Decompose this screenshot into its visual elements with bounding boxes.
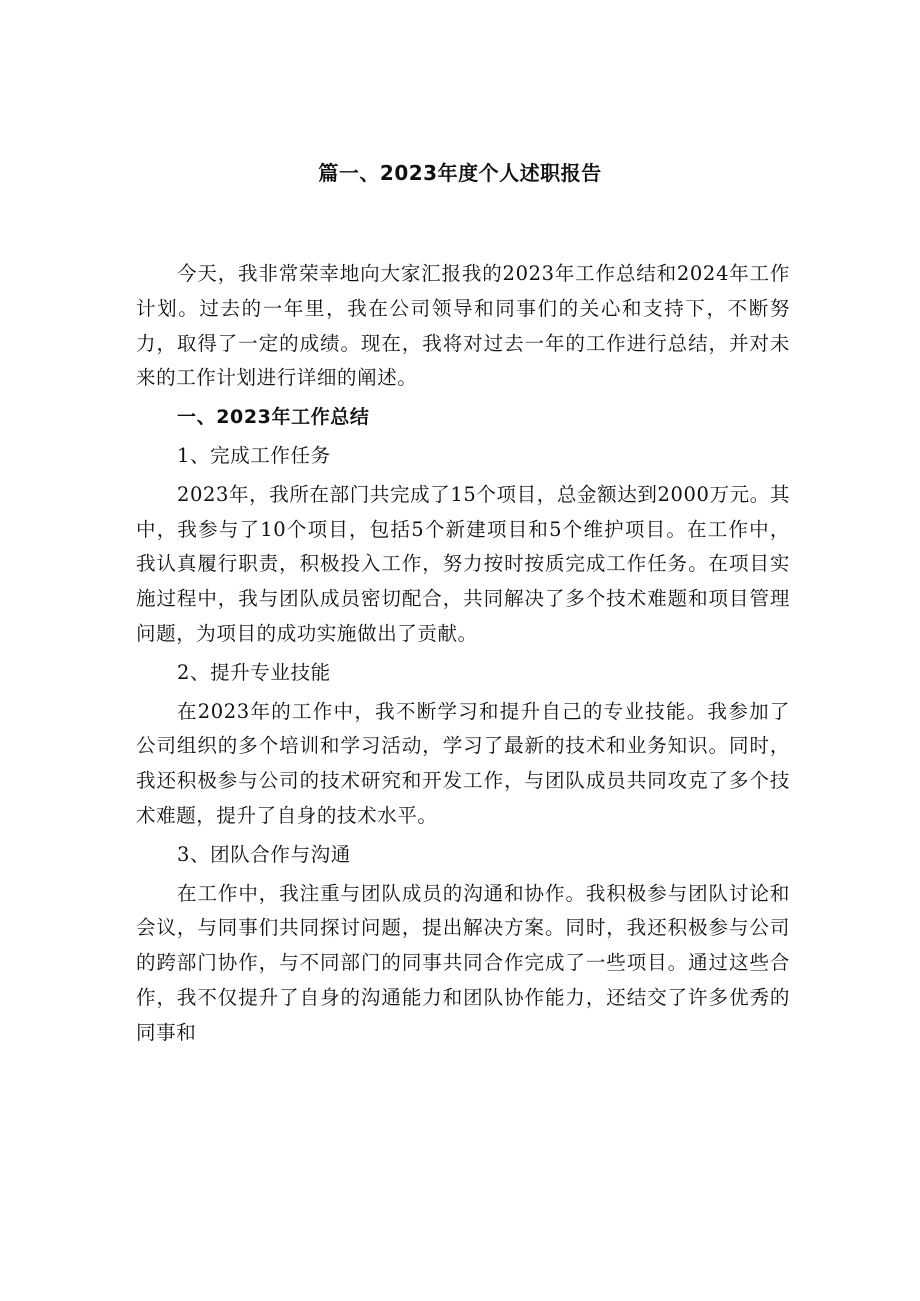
item-title-3: 3、团队合作与沟通 (177, 842, 351, 866)
intro-paragraph: 今天，我非常荣幸地向大家汇报我的2023年工作总结和2024年工作计划。过去的一年里，我在公司领导和同事们的关心和支持下，不断努力，取得了一定的成绩。现在，我将对过去一年的工作进行总结，并对未来的工作计划进行详细的阐述。 (136, 262, 790, 390)
item-title-1: 1、完成工作任务 (177, 443, 331, 467)
page-title: 篇一、2023年度个人述职报告 (318, 161, 602, 185)
item-text-2: 在2023年的工作中，我不断学习和提升自己的专业技能。我参加了公司组织的多个培训和学习活动，学习了最新的技术和业务知识。同时，我还积极参与公司的技术研究和开发工作，与团队成员共同攻克了多个技术难题，提升了自身的技术水平。 (136, 699, 790, 827)
item-title-2: 2、提升专业技能 (177, 660, 331, 684)
item-text-3: 在工作中，我注重与团队成员的沟通和协作。我积极参与团队讨论和会议，与同事们共同探讨问题，提出解决方案。同时，我还积极参与公司的跨部门协作，与不同部门的同事共同合作完成了一些项目。通过这些合作，我不仅提升了自身的沟通能力和团队协作能力，还结交了许多优秀的同事和 (136, 881, 790, 1044)
section-heading: 一、2023年工作总结 (177, 406, 370, 429)
document-body (136, 257, 790, 1051)
item-text-1: 2023年，我所在部门共完成了15个项目，总金额达到2000万元。其中，我参与了10个项目，包括5个新建项目和5个维护项目。在工作中，我认真履行职责，积极投入工作，努力按时按质完成工作任务。在项目实施过程中，我与团队成员密切配合，共同解决了多个技术难题和项目管理问题，为项目的成功实施做出了贡献。 (136, 482, 790, 645)
